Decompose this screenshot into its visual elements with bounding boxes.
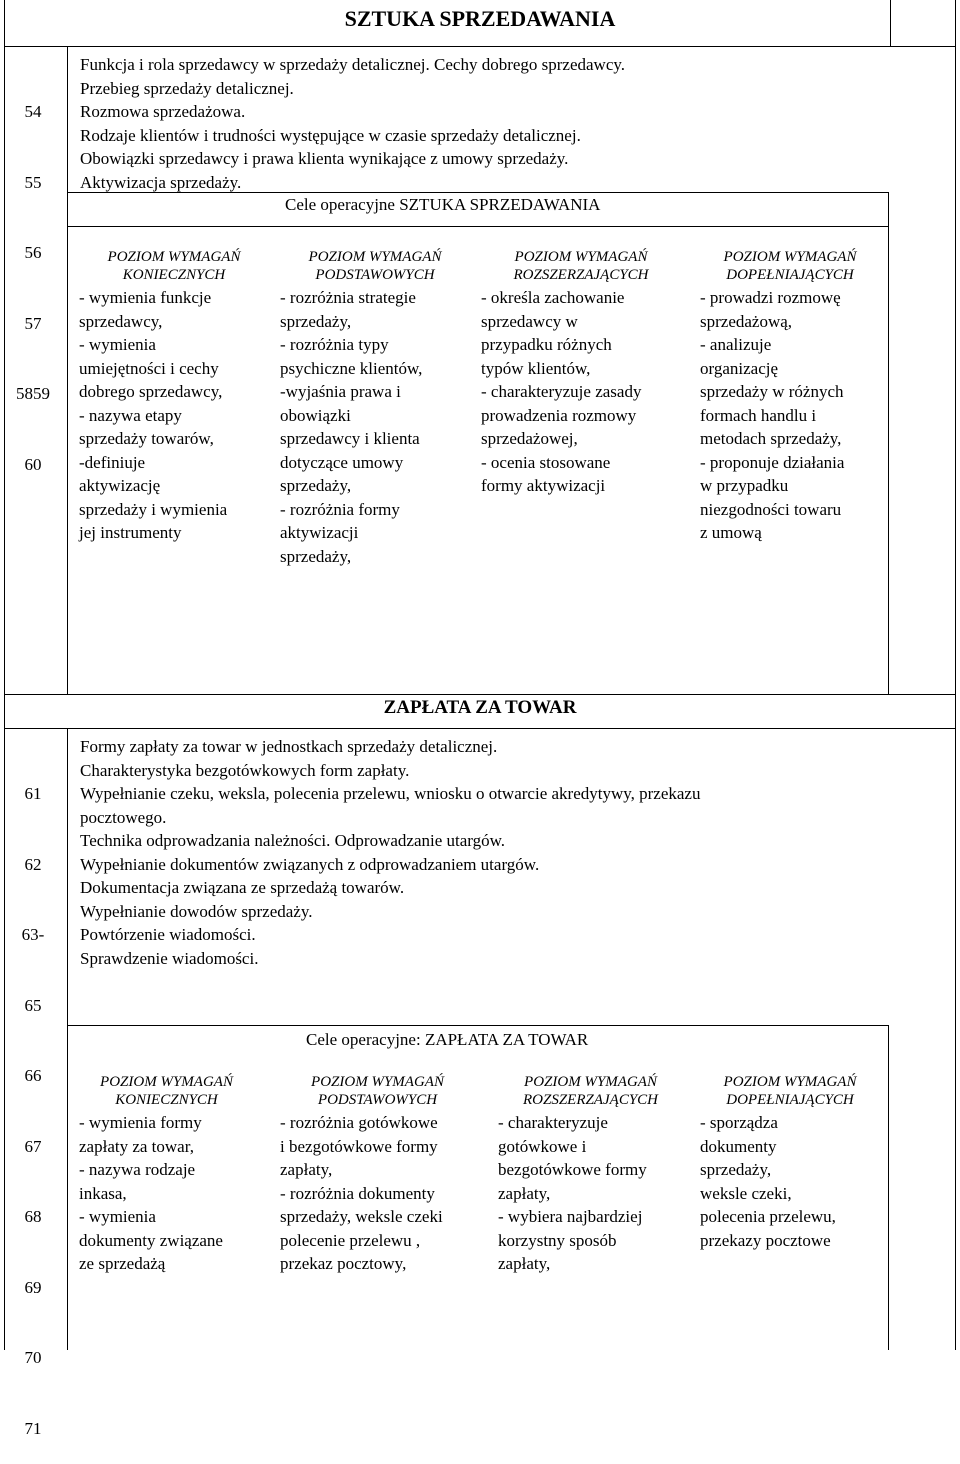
lesson-number: 56 [24, 243, 42, 262]
lesson-topic: Rodzaje klientów i trudności występujące w czasie sprzedaży detalicznej. [80, 125, 581, 145]
requirement-line: sprzedaży towarów, [79, 429, 214, 448]
requirements-column-konieczne [79, 248, 269, 545]
lesson-topic: Wypełnianie dokumentów związanych z odprowadzaniem utargów. [80, 854, 540, 874]
requirement-line: dokumenty związane [79, 1230, 223, 1250]
requirement-line: weksle czeki, [700, 1183, 792, 1203]
requirement-line: niezgodności towaru [700, 499, 842, 519]
cele1-box-bottom [67, 226, 889, 227]
header-line: POZIOM WYMAGAŃ [514, 249, 648, 265]
requirements-column-podstawowe [280, 1073, 485, 1276]
lesson-topic: Wypełnianie czeku, weksla, polecenia przelewu, wniosku o otwarcie akredytywy, przekazu [80, 784, 701, 803]
requirement-line: dobrego sprzedawcy, [79, 382, 223, 401]
requirement-list [280, 286, 480, 568]
requirement-line: zapłaty, [280, 1160, 333, 1179]
requirement-line: - wymienia formy [79, 1113, 202, 1132]
requirements-column-dopelniajace [700, 248, 885, 545]
lesson-topic: Rozmowa sprzedażowa. [80, 102, 246, 121]
requirement-line: - charakteryzuje [498, 1113, 608, 1132]
requirement-line: - wybiera najbardziej [498, 1207, 643, 1226]
requirements-column-konieczne [79, 1073, 269, 1276]
header-line: PODSTAWOWYCH [317, 1092, 438, 1108]
requirement-line: - charakteryzuje zasady [481, 382, 642, 401]
lesson-topic: Formy zapłaty za towar w jednostkach sprzedaży detalicznej. [80, 737, 498, 756]
lesson-number: 66 [24, 1066, 42, 1085]
header-line: POZIOM WYMAGAŃ [100, 1074, 233, 1090]
requirement-line: - rozróżnia gotówkowe [280, 1113, 438, 1132]
requirement-line: przypadku różnych [481, 335, 612, 354]
num-col-divider-2 [67, 728, 68, 1350]
requirement-line: ze sprzedażą [79, 1254, 166, 1273]
requirement-line: zapłaty, [498, 1183, 551, 1203]
column-header [700, 248, 880, 284]
title-top-rule [4, 46, 956, 47]
lesson-topic: Funkcja i rola sprzedawcy w sprzedaży detalicznej. Cechy dobrego sprzedawcy. [80, 55, 626, 74]
requirement-line: - wymienia [79, 335, 156, 354]
header-line: PODSTAWOWYCH [315, 267, 435, 283]
requirement-line: sprzedawcy i klienta [280, 429, 420, 448]
requirement-line: - wymienia [79, 1207, 156, 1226]
requirement-line: metodach sprzedaży, [700, 429, 842, 448]
lesson-topic: Charakterystyka bezgotówkowych form zapłaty. [80, 760, 410, 780]
lesson-number: 70 [24, 1348, 42, 1367]
lesson-number: 54 [24, 102, 42, 121]
header-line: ROZSZERZAJĄCYCH [513, 267, 649, 283]
lesson-topic: Technika odprowadzania należności. Odprowadzanie utargów. [80, 831, 506, 850]
column-header [700, 1073, 880, 1109]
requirement-line: sprzedaży, [700, 1160, 772, 1179]
lesson-numbers [8, 735, 58, 1464]
lesson-topic: Przebieg sprzedaży detalicznej. [80, 78, 294, 98]
lesson-number: 55 [24, 172, 42, 192]
requirement-line: typów klientów, [481, 358, 591, 378]
requirement-line: dokumenty [700, 1136, 777, 1156]
title-right-divider [890, 0, 891, 47]
header-line: POZIOM WYMAGAŃ [524, 1074, 657, 1090]
requirement-line: - sporządza [700, 1113, 778, 1132]
num-col-divider-1 [67, 46, 68, 694]
header-line: DOPEŁNIAJĄCYCH [726, 267, 854, 283]
requirement-line: inkasa, [79, 1183, 127, 1203]
requirement-line: sprzedaży i wymienia [79, 499, 228, 519]
requirement-line: przekaz pocztowy, [280, 1254, 407, 1273]
header-line: POZIOM WYMAGAŃ [308, 249, 442, 265]
lesson-topic: Dokumentacja związana ze sprzedażą towarów. [80, 878, 405, 897]
header-line: POZIOM WYMAGAŃ [723, 249, 857, 265]
requirement-line: - rozróżnia typy [280, 335, 389, 354]
requirement-line: przekazy pocztowe [700, 1230, 831, 1250]
section-title-zaplata-za-towar: ZAPŁATA ZA TOWAR [383, 697, 577, 718]
table-border-left [4, 0, 5, 1350]
lesson-number: 68 [24, 1207, 42, 1226]
requirement-line: -wyjaśnia prawa i [280, 382, 401, 401]
requirements-column-rozszerzajace [481, 248, 696, 498]
requirement-line: formy aktywizacji [481, 476, 606, 495]
requirement-list [79, 1111, 269, 1276]
requirement-line: - prowadzi rozmowę [700, 288, 841, 307]
column-header [498, 1073, 683, 1109]
requirement-line: korzystny sposób [498, 1230, 617, 1250]
requirement-line: - rozróżnia strategie [280, 288, 416, 307]
cele2-box-right [888, 1025, 889, 1350]
cele2-box-top [67, 1025, 889, 1026]
lesson-topic: Aktywizacja sprzedaży. [80, 172, 242, 192]
lesson-topic: Sprawdzenie wiadomości. [80, 948, 259, 968]
column-header [79, 248, 269, 284]
lesson-number: 62 [24, 854, 42, 874]
lesson-numbers [8, 53, 58, 500]
requirement-line: sprzedaży w różnych [700, 382, 844, 401]
lesson-number: 60 [24, 454, 42, 474]
requirement-list [481, 286, 696, 498]
requirement-line: z umową [700, 523, 762, 542]
requirement-line: prowadzenia rozmowy [481, 405, 637, 425]
column-header [79, 1073, 254, 1109]
header-line: POZIOM WYMAGAŃ [311, 1074, 444, 1090]
table-border-right [955, 0, 956, 1350]
lesson-topic: Powtórzenie wiadomości. [80, 925, 256, 944]
requirement-line: psychiczne klientów, [280, 358, 423, 378]
lesson-number: 61 [24, 784, 42, 803]
column-header [280, 248, 470, 284]
lesson-topic: Obowiązki sprzedawcy i prawa klienta wynikające z umowy sprzedaży. [80, 149, 569, 168]
requirement-line: - określa zachowanie [481, 288, 625, 307]
lesson-number: 5859 [16, 384, 50, 403]
requirement-line: w przypadku [700, 476, 789, 495]
section-separator [4, 694, 956, 695]
requirement-line: sprzedaży, [280, 546, 352, 566]
header-line: KONIECZNYCH [122, 267, 226, 283]
lesson-number: 71 [24, 1418, 42, 1438]
requirement-line: sprzedawcy, [79, 311, 163, 331]
section2-title-rule [4, 728, 956, 729]
lesson-number: 63- [21, 925, 45, 944]
cele-operacyjne-title: Cele operacyjne SZTUKA SPRZEDAWANIA [285, 195, 601, 214]
requirements-column-rozszerzajace [498, 1073, 698, 1276]
requirement-line: organizację [700, 358, 779, 378]
requirement-list [700, 1111, 885, 1252]
requirement-line: umiejętności i cechy [79, 358, 219, 378]
requirement-line: -definiuje [79, 452, 146, 472]
lesson-number: 69 [24, 1277, 42, 1297]
section-title-sztuka-sprzedawania: SZTUKA SPRZEDAWANIA [344, 6, 616, 31]
lesson-number: 67 [24, 1136, 42, 1156]
requirement-line: polecenia przelewu, [700, 1207, 836, 1226]
requirement-line: zapłaty, [498, 1254, 551, 1273]
requirement-line: aktywizacji [280, 523, 359, 542]
requirement-line: aktywizację [79, 476, 161, 495]
requirement-line: - analizuje [700, 335, 772, 354]
requirement-list [280, 1111, 485, 1276]
requirement-list [700, 286, 885, 545]
requirement-line: sprzedaży, [280, 311, 352, 331]
requirement-line: - ocenia stosowane [481, 452, 611, 472]
requirement-line: formach handlu i [700, 405, 817, 425]
requirement-line: - nazywa etapy [79, 405, 182, 425]
requirement-line: - nazywa rodzaje [79, 1160, 196, 1179]
requirement-list [498, 1111, 698, 1276]
requirement-line: zapłaty za towar, [79, 1136, 194, 1156]
column-header [481, 248, 681, 284]
lesson-topic: Wypełnianie dowodów sprzedaży. [80, 901, 313, 921]
requirement-line: sprzedawcy w [481, 311, 578, 331]
lesson-topics [80, 735, 700, 970]
requirement-line: sprzedażowej, [481, 429, 578, 448]
requirement-line: bezgotówkowe formy [498, 1160, 647, 1179]
lesson-number: 57 [24, 313, 42, 333]
requirement-line: sprzedażową, [700, 311, 793, 331]
requirement-line: - wymienia funkcje [79, 288, 212, 307]
lesson-topic: pocztowego. [80, 807, 167, 827]
cele1-box-right [888, 192, 889, 695]
requirements-column-dopelniajace [700, 1073, 885, 1252]
header-line: ROZSZERZAJĄCYCH [522, 1092, 658, 1108]
requirement-line: obowiązki [280, 405, 351, 425]
cele-operacyjne-title: Cele operacyjne: ZAPŁATA ZA TOWAR [306, 1030, 589, 1049]
requirement-line: dotyczące umowy [280, 452, 404, 472]
requirement-line: sprzedaży, [280, 476, 352, 495]
requirement-line: - rozróżnia dokumenty [280, 1183, 435, 1203]
requirement-line: - proponuje działania [700, 452, 845, 472]
requirement-line: jej instrumenty [79, 523, 182, 542]
requirements-column-podstawowe [280, 248, 480, 568]
lesson-topics [80, 53, 625, 194]
column-header [280, 1073, 475, 1109]
requirement-line: - rozróżnia formy [280, 499, 400, 519]
header-line: POZIOM WYMAGAŃ [723, 1074, 857, 1090]
requirement-line: polecenie przelewu , [280, 1230, 421, 1250]
requirement-line: i bezgotówkowe formy [280, 1136, 438, 1156]
lesson-number: 65 [24, 995, 42, 1015]
header-line: DOPEŁNIAJĄCYCH [726, 1092, 854, 1108]
requirement-line: sprzedaży, weksle czeki [280, 1207, 443, 1226]
header-line: KONIECZNYCH [115, 1092, 218, 1108]
requirement-line: gotówkowe i [498, 1136, 587, 1156]
requirement-list [79, 286, 269, 545]
header-line: POZIOM WYMAGAŃ [107, 249, 241, 265]
